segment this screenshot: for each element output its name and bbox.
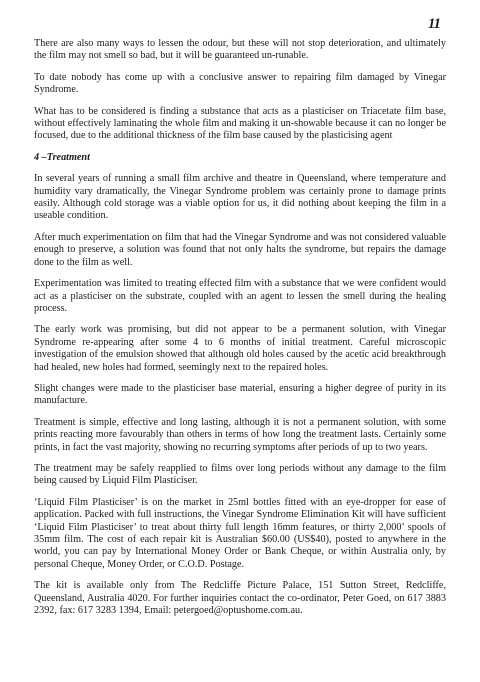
- paragraph-plasticiser-requirement: What has to be considered is finding a substance that acts as a plasticiser on Triacetate film base, without effectively laminating the whole film and making it un-showable because it can no longer be focused, due to the additional thickness of the film base caused by the plasticising agent: [34, 105, 446, 142]
- paragraph-experimentation-limits: Experimentation was limited to treating effected film with a substance that we were confident would act as a plasticiser on the substrate, coupled with an agent to lessen the smell during the healing process.: [34, 278, 446, 314]
- paragraph-reapplication: The treatment may be safely reapplied to films over long periods without any damage to the film being caused by Liquid Film Plasticiser.: [34, 462, 446, 487]
- paragraph-early-work: The early work was promising, but did not appear to be a permanent solution, with Vinegar Syndrome re-appearing after some 4 to 6 months of initial treatment. Careful microscopic investigation of the emulsion showed that although old holes caused by the acetic acid breakthrough had healed, new holes had formed, seemingly next to the repaired holes.: [34, 324, 446, 373]
- paragraph-experimentation-solution: After much experimentation on film that had the Vinegar Syndrome and was not considered valuable enough to preserve, a solution was found that not only halts the syndrome, but repairs the damage done to the film as well.: [34, 231, 446, 268]
- paragraph-treatment-simple: Treatment is simple, effective and long lasting, although it is not a permanent solution, with some prints reacting more favourably than others in terms of how long the treatment lasts. Certainly some prints, in fact the vast majority, showing no recurring symptoms after periods of up to two years.: [34, 416, 446, 453]
- paragraph-no-answer: To date nobody has come up with a conclusive answer to repairing film damaged by Vinegar Syndrome.: [34, 71, 446, 96]
- paragraph-contact-info: The kit is available only from The Redcliffe Picture Palace, 151 Sutton Street, Redcliffe, Queensland, Australia 4020. For further inquiries contact the co-ordinator, Peter Goed, on 617 3883 2392, fax: 617 3283 1394, Email: petergoed@optushome.com.au.: [34, 580, 446, 617]
- page-number: 11: [427, 16, 440, 32]
- paragraph-slight-changes: Slight changes were made to the plasticiser base material, ensuring a higher degree of purity in its manufacture.: [34, 382, 446, 407]
- paragraph-queensland-archive: In several years of running a small film archive and theatre in Queensland, where temperature and humidity vary dramatically, the Vinegar Syndrome problem was certainly prone to damage prints easily. Although cold storage was a viable option for us, it did nothing about keeping the film in a useable condition.: [34, 173, 446, 222]
- document-body: [34, 38, 446, 626]
- paragraph-product-details: ‘Liquid Film Plasticiser’ is on the market in 25ml bottles fitted with an eye-dropper for ease of application. Packed with full instructions, the Vinegar Syndrome Elimination Kit will have sufficient ‘Liquid Film Plasticiser’ to treat about thirty full length 16mm features, or thirty 2,000’ spools of 35mm film. The cost of each repair kit is Australian $60.00 (US$40), posted to anywhere in the world, you can pay by International Money Order or Bank Cheque, or within Australia only, by personal Cheque, Money Order, or C.O.D. Postage.: [34, 496, 446, 570]
- paragraph-odour: There are also many ways to lessen the odour, but these will not stop deterioration, and ultimately the film may not smell so bad, but it will be guaranteed un-runable.: [34, 38, 446, 62]
- section-heading-treatment: 4 –Treatment: [34, 151, 90, 163]
